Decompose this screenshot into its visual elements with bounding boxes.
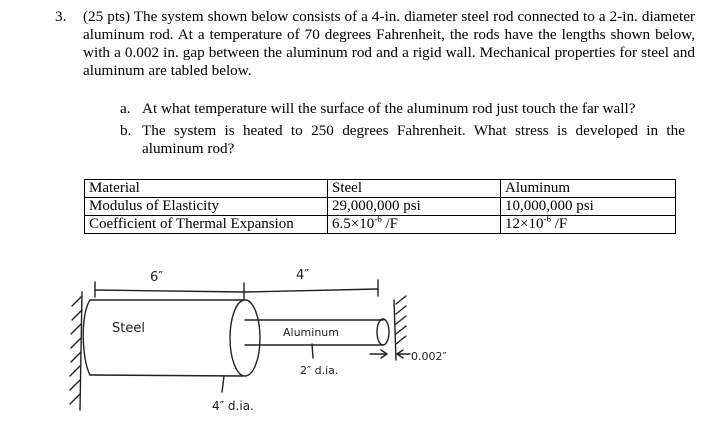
part-a-label: a. bbox=[120, 100, 131, 117]
header-steel: Steel bbox=[328, 180, 501, 198]
aluminum-cte-unit: /F bbox=[550, 216, 568, 232]
gap-arrows bbox=[370, 350, 410, 358]
steel-cte-unit: /F bbox=[381, 216, 398, 232]
problem-number: 3. bbox=[55, 8, 67, 25]
steel-cte bbox=[328, 216, 501, 234]
aluminum-diameter-label: 2″ d.ia. bbox=[300, 364, 339, 377]
material-properties-table bbox=[84, 179, 676, 234]
dimension-lines bbox=[95, 280, 378, 299]
aluminum-modulus: 10,000,000 psi bbox=[501, 198, 676, 216]
rod-system-sketch bbox=[0, 255, 727, 435]
part-b-text: The system is heated to 250 degrees Fahrenheit. What stress is developed in the aluminum rod? bbox=[142, 122, 685, 157]
problem-paragraph: (25 pts) The system shown below consists of a 4-in. diameter steel rod connected to a 2-in. diameter aluminum rod. At a temperature of 70 degrees Fahrenheit, the rods have the lengths shown below, with a 0.002 in. gap between the aluminum rod and a rigid wall. Mechanical properties for steel and aluminum are tabled below. bbox=[83, 8, 695, 79]
left-wall bbox=[70, 292, 82, 410]
aluminum-label: Aluminum bbox=[283, 326, 339, 339]
part-a-text: At what temperature will the surface of the aluminum rod just touch the far wall? bbox=[142, 100, 636, 117]
part-b-label: b. bbox=[120, 122, 132, 139]
steel-diameter-leader bbox=[222, 376, 224, 392]
aluminum-diameter-leader bbox=[312, 344, 313, 358]
modulus-label: Modulus of Elasticity bbox=[85, 198, 328, 216]
table-row bbox=[85, 198, 676, 216]
cte-label: Coefficient of Thermal Expansion bbox=[85, 216, 328, 234]
aluminum-cte-exponent: -6 bbox=[543, 214, 551, 224]
steel-label: Steel bbox=[112, 321, 145, 336]
problem-statement bbox=[55, 8, 695, 80]
table-header-row bbox=[85, 180, 676, 198]
header-aluminum: Aluminum bbox=[501, 180, 676, 198]
steel-rod bbox=[83, 300, 260, 376]
right-wall bbox=[394, 296, 406, 360]
steel-modulus: 29,000,000 psi bbox=[328, 198, 501, 216]
steel-length-label: 6″ bbox=[150, 270, 164, 285]
aluminum-cte bbox=[501, 216, 676, 234]
header-material: Material bbox=[85, 180, 328, 198]
steel-cte-base: 6.5×10 bbox=[332, 216, 375, 232]
aluminum-cte-base: 12×10 bbox=[505, 216, 544, 232]
steel-cte-exponent: -6 bbox=[374, 214, 382, 224]
steel-diameter-label: 4″ d.ia. bbox=[212, 399, 254, 413]
aluminum-length-label: 4″ bbox=[296, 268, 310, 283]
gap-label: 0.002″ bbox=[411, 350, 447, 363]
table-row bbox=[85, 216, 676, 234]
